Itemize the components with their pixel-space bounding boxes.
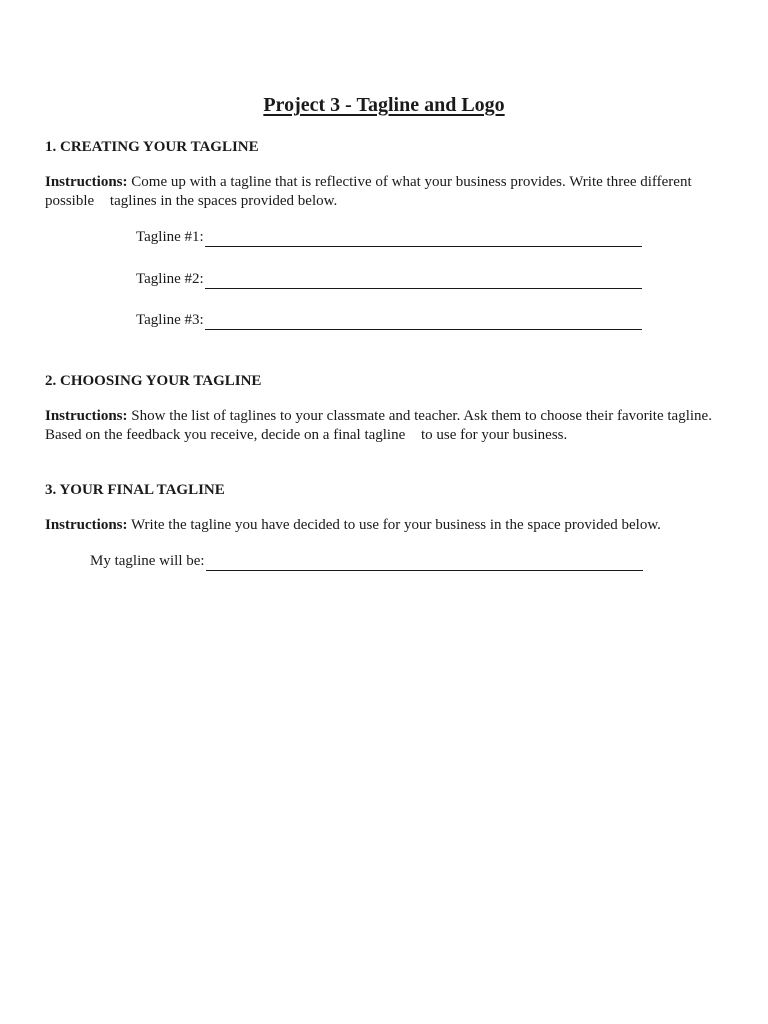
section-heading-choosing-tagline: 2. CHOOSING YOUR TAGLINE	[45, 373, 262, 389]
instructions-label: Instructions:	[45, 174, 128, 190]
instructions-text: Show the list of taglines to your classmate and teacher. Ask them to choose their favorite tagline. Based on the feedback you receive, decide on a final tagline	[45, 408, 712, 443]
page-title: Project 3 - Tagline and Logo	[263, 94, 505, 116]
instructions-text-continued: taglines in the spaces provided below.	[109, 193, 338, 209]
tagline-2-blank-line[interactable]	[205, 270, 642, 289]
instructions-text-continued: to use for your business.	[421, 427, 568, 443]
tagline-field-2[interactable]	[136, 269, 642, 289]
final-tagline-label: My tagline will be:	[90, 553, 205, 569]
instructions-label: Instructions:	[45, 517, 128, 533]
instructions-label: Instructions:	[45, 408, 128, 424]
instructions-text: Write the tagline you have decided to use for your business in the space provided below.	[131, 517, 661, 533]
final-tagline-field[interactable]	[90, 551, 643, 571]
tagline-field-1[interactable]	[136, 227, 642, 247]
section2-instructions	[45, 407, 735, 445]
tagline-3-blank-line[interactable]	[205, 311, 642, 330]
section-heading-creating-tagline: 1. CREATING YOUR TAGLINE	[45, 139, 259, 155]
tagline-2-label: Tagline #2:	[136, 271, 204, 287]
final-tagline-blank-line[interactable]	[206, 552, 643, 571]
tagline-field-3[interactable]	[136, 310, 642, 330]
section1-instructions	[45, 173, 735, 211]
section3-instructions	[45, 516, 735, 535]
section-heading-final-tagline: 3. YOUR FINAL TAGLINE	[45, 482, 225, 498]
tagline-1-blank-line[interactable]	[205, 228, 642, 247]
instructions-text: Come up with a tagline that is reflective of what your business provides. Write three different possible	[45, 174, 692, 209]
tagline-1-label: Tagline #1:	[136, 229, 204, 245]
tagline-3-label: Tagline #3:	[136, 312, 204, 328]
